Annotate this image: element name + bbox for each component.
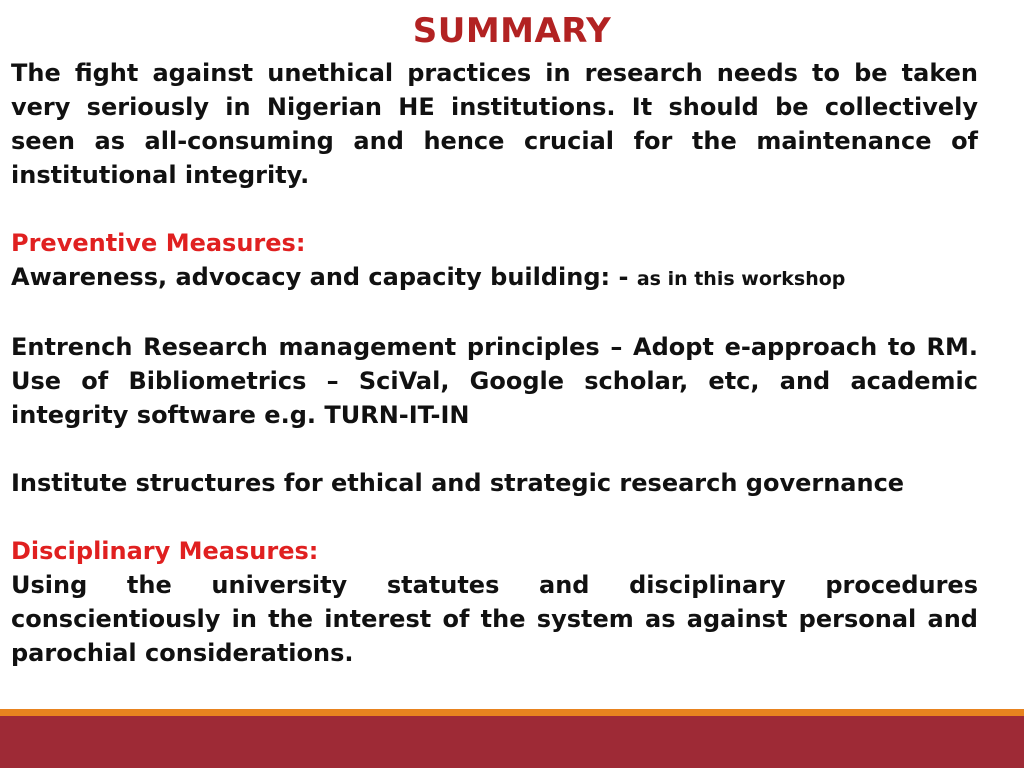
disciplinary-paragraph: Using the university statutes and disciplinary procedures conscientiously in the interest of the system as against personal and parochial considerations. [11, 571, 978, 667]
entrench-paragraph: Entrench Research management principles – Adopt e-approach to RM. Use of Bibliometrics – SciVal, Google scholar, etc, and academic integrity software e.g. TURN-IT-IN [11, 333, 978, 429]
intro-paragraph: The fight against unethical practices in research needs to be taken very seriously in Nigerian HE institutions. It should be collectively seen as all-consuming and hence crucial for the maintenance of institutional integrity. [11, 59, 978, 189]
footer-accent-line [0, 709, 1024, 716]
spacer [11, 500, 978, 534]
slide-title: SUMMARY [412, 11, 612, 51]
awareness-line [11, 260, 978, 296]
disciplinary-heading: Disciplinary Measures: [11, 537, 319, 565]
footer-bar [0, 716, 1024, 768]
spacer [11, 296, 978, 330]
spacer [11, 192, 978, 226]
slide-content [11, 56, 978, 670]
awareness-main: Awareness, advocacy and capacity building: - [11, 263, 637, 291]
preventive-heading: Preventive Measures: [11, 229, 306, 257]
awareness-note: as in this workshop [636, 268, 846, 290]
spacer [11, 432, 978, 466]
institute-paragraph: Institute structures for ethical and strategic research governance [11, 469, 905, 497]
